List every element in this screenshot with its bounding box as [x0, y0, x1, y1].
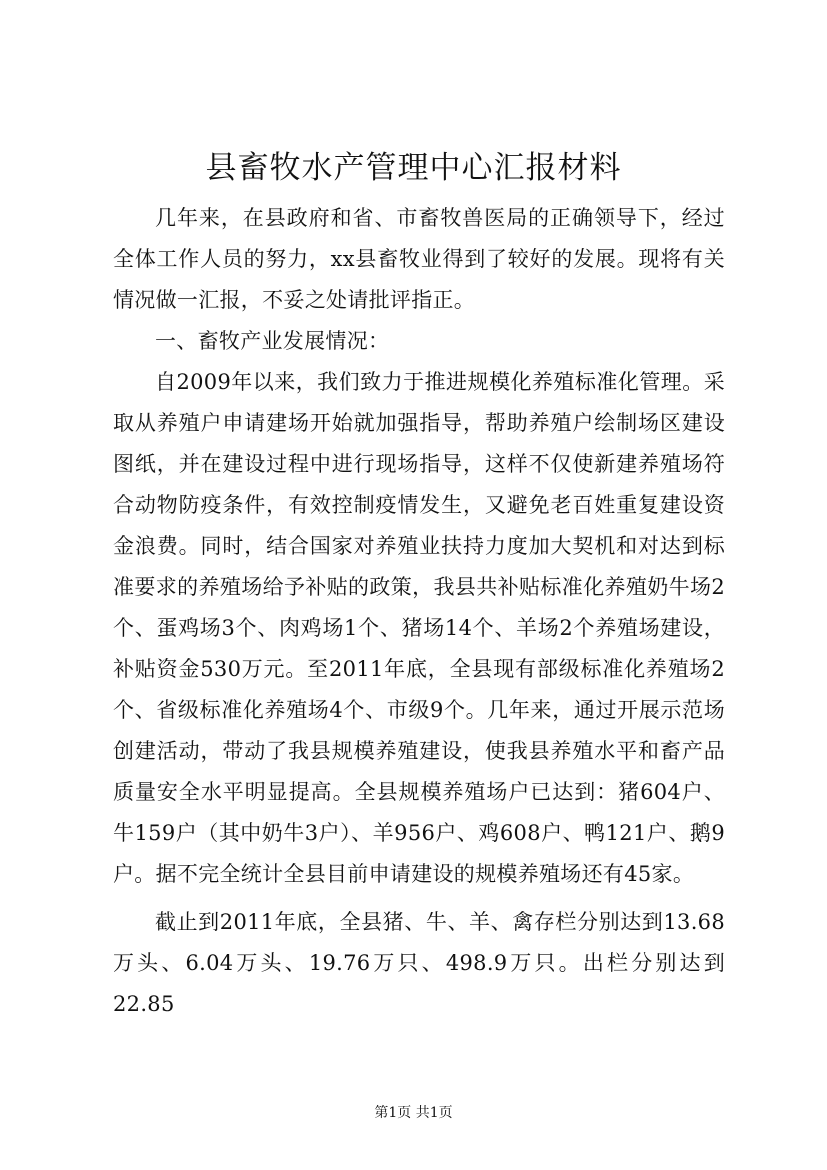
paragraph-development: 自2009年以来，我们致力于推进规模化养殖标准化管理。采取从养殖户申请建场开始就加强指导，帮助养殖户绘制场区建设图纸，并在建设过程中进行现场指导，这样不仅使新建养殖场符合动物防疫条件，有效控制疫情发生，又避免老百姓重复建设资金浪费。同时，结合国家对养殖业扶持力度加大契机和对达到标准要求的养殖场给予补贴的政策，我县共补贴标准化养殖奶牛场2个、蛋鸡场3个、肉鸡场1个、猪场14个、羊场2个养殖场建设，补贴资金530万元。至2011年底，全县现有部级标准化养殖场2个、省级标准化养殖场4个、市级9个。几年来，通过开展示范场创建活动，带动了我县规模养殖建设，使我县养殖水平和畜产品质量安全水平明显提高。全县规模养殖场户已达到：猪604户、牛159户（其中奶牛3户）、羊956户、鸡608户、鸭121户、鹅9户。据不完全统计全县目前申请建设的规模养殖场还有45家。 — [113, 370, 725, 886]
page-number-footer: 第1页 共1页 — [374, 1105, 453, 1121]
document-body — [113, 198, 725, 1025]
section-heading: 一、畜牧产业发展情况： — [155, 329, 390, 353]
paragraph-intro: 几年来，在县政府和省、市畜牧兽医局的正确领导下，经过全体工作人员的努力，xx县畜牧业得到了较好的发展。现将有关情况做一汇报，不妥之处请批评指正。 — [113, 206, 725, 312]
document-title: 县畜牧水产管理中心汇报材料 — [205, 150, 622, 186]
paragraph-statistics: 截止到2011年底，全县猪、牛、羊、禽存栏分别达到13.68万头、6.04万头、19.76万只、498.9万只。出栏分别达到22.85 — [113, 910, 725, 1016]
